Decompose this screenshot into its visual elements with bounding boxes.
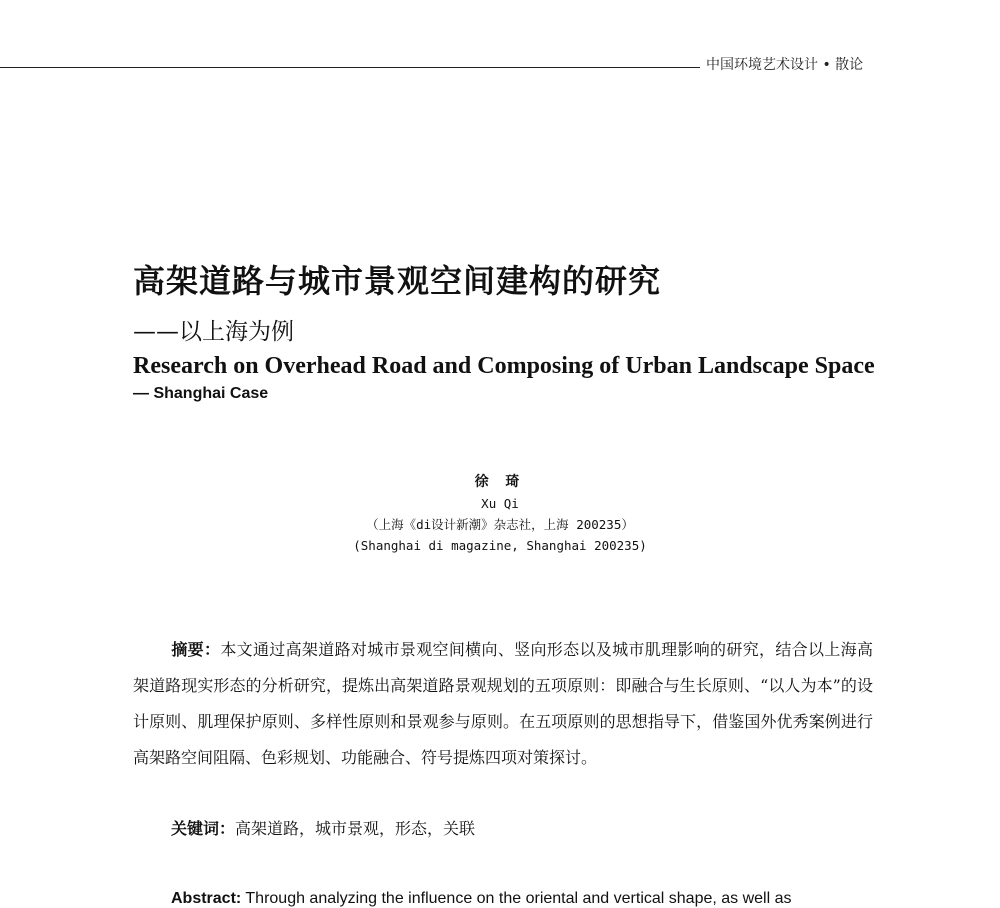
title-english: Research on Overhead Road and Composing of Urban Landscape Space: [133, 353, 875, 379]
abstract-text: 本文通过高架道路对城市景观空间横向、竖向形态以及城市肌理影响的研究，结合以上海高架道路现实形态的分析研究，提炼出高架道路景观规划的五项原则：即融合与生长原则、“以人为本”的设计原则、肌理保护原则、多样性原则和景观参与原则。在五项原则的思想指导下，借鉴国外优秀案例进行高架路空间阻隔、色彩规划、功能融合、符号提炼四项对策探讨。: [133, 640, 873, 767]
abstract-chinese: [133, 632, 873, 776]
keywords-text: 高架道路，城市景观，形态，关联: [235, 819, 476, 838]
keywords-label: 关键词：: [171, 819, 236, 838]
author-block: [300, 472, 700, 556]
affiliation-chinese: （上海《di设计新潮》杂志社，上海 200235）: [366, 517, 634, 532]
affiliation-english: (Shanghai di magazine, Shanghai 200235): [353, 538, 647, 553]
keywords: [171, 816, 475, 839]
abstract-english-text: Through analyzing the influence on the oriental and vertical shape, as well as: [241, 890, 792, 907]
abstract-label: 摘要：: [171, 640, 221, 659]
abstract-english-label: Abstract:: [171, 890, 242, 907]
running-head: 中国环境艺术设计 • 散论: [706, 57, 864, 73]
author-name-chinese: 徐 琦: [474, 474, 526, 490]
author-name-english: Xu Qi: [481, 496, 519, 511]
header-rule: [0, 67, 700, 68]
title-chinese: 高架道路与城市景观空间建构的研究: [133, 262, 662, 300]
subtitle-english: — Shanghai Case: [133, 385, 269, 402]
abstract-english: [171, 890, 871, 908]
subtitle-chinese: ——以上海为例: [133, 319, 294, 345]
